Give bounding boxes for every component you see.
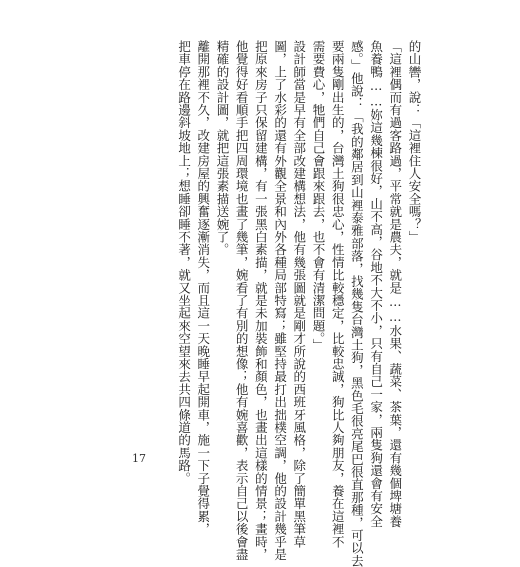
text-line: 需要費心，牠們自己會跟來跟去，也不會有清潔問題。」 (310, 40, 326, 352)
text-line: 他覺得好看順手把四周環境也畫了幾筆，婉看了有別的想像；他有婉喜歡，表示自己以後會盡 (234, 40, 250, 561)
text-line: 把車停在路邊斜坡地上；想睡卻睡不著，就又坐起來空望來去共四條道的馬路。 (176, 40, 192, 485)
body-text (174, 40, 424, 567)
text-line: 的山轡，說：「這裡住人安全嗎？」 (407, 40, 422, 244)
text-line: 設計師當是早有全部改建構想法，他有幾張圖就是剛才所說的西班牙風格，除了簡單黑筆草 (291, 40, 307, 548)
text-line: 「這裡偶而有過客路過，平常就是農夫，就是……水果、蔬菜、茶葉，還有幾個埤塘養 (387, 40, 403, 528)
text-line: 要兩隻剛出生的，台灣土狗很忠心，性情比較穩定，比較忠誠，狗比人夠朋友，養在這裡不 (330, 40, 346, 548)
text-line: 離開那裡不久，改建房屋的興奮逐漸消失，而且這一天晚睡早起開車，施一下子覺得累， (195, 40, 211, 536)
text-line: 精確的設計圖，就把這張素描送婉了。 (214, 40, 230, 256)
text-line: 圖，上了水彩的還有外觀全景和內外各種局部特寫；雖堅持最打出拙樸空調，他的設計幾乎是 (272, 40, 288, 561)
page-number: 17 (132, 452, 146, 465)
text-line: 感。」他說：「我的鄰居到山裡泰雅部落，找幾隻台灣土狗，黑色毛很亮尾巴很直那種，可以去 (349, 40, 365, 567)
text-line: 魚養鴨……妳這幾棟很好，山不高，谷地不大不小，只有自己一家，兩隻狗還會有安全 (368, 40, 384, 528)
text-line: 把原來房子只保留建構，有一張黑白素描，就是未加裝飾和顏色，也畫出這樣的情景；畫時， (253, 40, 269, 561)
